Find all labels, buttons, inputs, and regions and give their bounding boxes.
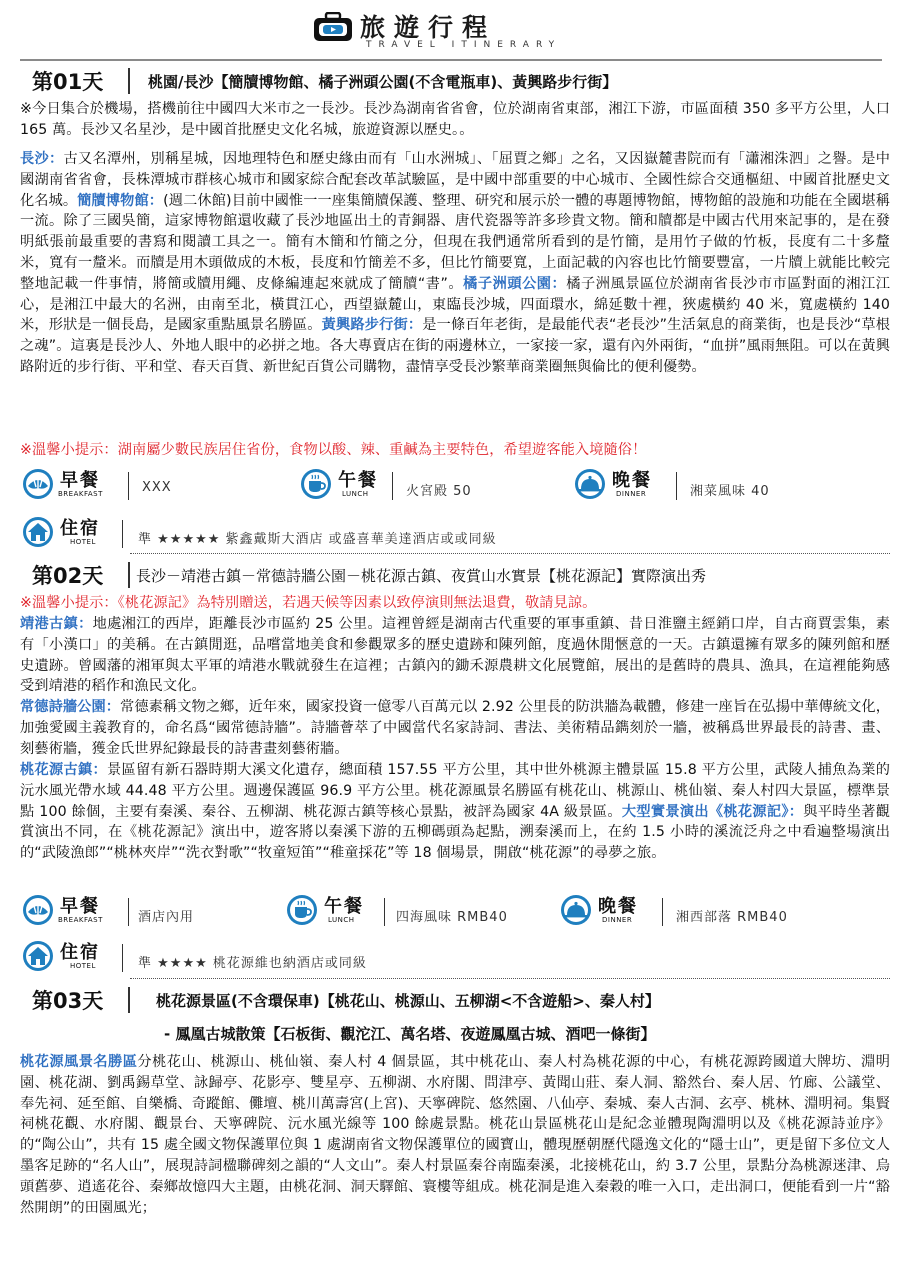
- day-paragraph: [20, 593, 890, 614]
- hotel-row: [22, 514, 882, 554]
- food-cloche-icon: [560, 894, 592, 926]
- page-subtitle: TRAVEL ITINERARY: [366, 40, 562, 50]
- separator: [128, 472, 129, 500]
- highlight-term: 桃花源風景名勝區: [20, 1054, 138, 1070]
- warning-note: ※溫馨小提示：《桃花源記》為特別贈送，若遇天候等因素以致停演則無法退費，敬請見諒。: [20, 595, 597, 611]
- paragraph-text: 與平時坐著觀賞演出不同，在《桃花源記》演出中，遊客將以秦溪下游的五柳碼頭為起點，溯秦溪而上，在約 1.5 小時的溪流泛舟之中看遍整場演出的“武陵漁郎”“桃林夾岸”“洗衣對歌”“牧童短笛”“稚童採花”等 18 個場景，開啟“桃花源”的尋夢之旅。: [20, 803, 891, 862]
- lunch-label-en: LUNCH: [342, 490, 369, 498]
- day-title-bar: [128, 562, 130, 588]
- page-header: [0, 0, 899, 60]
- highlight-term: 橘子洲頭公園：: [463, 275, 567, 292]
- day-paragraph: [20, 760, 890, 864]
- separator: [676, 472, 677, 500]
- page-title: 旅遊行程: [360, 13, 497, 42]
- meal-row: [22, 466, 882, 506]
- breakfast-value: 酒店內用: [138, 910, 195, 925]
- food-cloche-icon: [574, 468, 606, 500]
- day-label: 第01天: [32, 70, 104, 94]
- paragraph-text: 橘子洲風景區位於湖南省長沙市市區對面的湘江江心，是湘江中最大的名洲，由南至北，橫貫江心，西望嶽麓山，東臨長沙城，四面環水，綿延數十裡，狹處橫約 40 米，寬處橫約 140 米，形狀是一個長島，是國家重點風景名勝區。: [20, 275, 891, 334]
- lunch-label: 午餐: [338, 470, 378, 491]
- day-title: 桃花源景區(不含環保車)【桃花山、桃源山、五柳湖<不含遊船>、秦人村】: [156, 992, 660, 1010]
- breakfast-label-en: BREAKFAST: [58, 916, 103, 924]
- hotel-row: [22, 938, 882, 978]
- separator: [128, 898, 129, 926]
- house-icon: [22, 516, 54, 548]
- day-paragraph: [20, 614, 890, 697]
- highlight-term: 黃興路步行街：: [321, 317, 423, 334]
- day-paragraph: [20, 697, 890, 759]
- paragraph-text: 地處湘江的西岸，距離長沙市區約 25 公里。這裡曾經是湖南古代重要的軍事重鎮、昔日淮鹽主經銷口岸，自古商賈雲集，素有「小漢口」的美稱。在古鎮閒逛，品嚐當地美食和參觀眾多的歷史遺跡和陳列館，度過休閒愜意的一天。古鎮還擁有眾多的陳列館和歷史遺跡。曾國藩的湘軍與太平軍的靖港水戰就發生在這裡；古鎮內的鋤禾源農耕文化展覽館，展出的是舊時的農具、漁具，在這裡能夠感受到靖港的稻作和漁民文化。: [20, 616, 890, 695]
- lunch-value: 火宮殿 50: [406, 484, 472, 499]
- breakfast-label: 早餐: [60, 896, 100, 917]
- hotel-label-en: HOTEL: [70, 538, 96, 546]
- highlight-term: 長沙：: [20, 151, 64, 167]
- hotel-label-en: HOTEL: [70, 962, 96, 970]
- hotel-value: 準 ★★★★★ 紫鑫戴斯大酒店 或盛喜華美達酒店或或同級: [138, 532, 497, 547]
- lunch-label: 午餐: [324, 896, 364, 917]
- hotel-value: 準 ★★★★ 桃花源維也納酒店或同級: [138, 956, 367, 971]
- section-divider: [130, 553, 890, 555]
- highlight-term: 大型實景演出《桃花源記》：: [621, 803, 804, 820]
- day-label: 第02天: [32, 564, 104, 588]
- day-paragraph: [20, 440, 890, 461]
- dinner-label-en: DINNER: [616, 490, 647, 498]
- header-rule: [20, 59, 882, 61]
- separator: [384, 898, 385, 926]
- house-icon: [22, 940, 54, 972]
- lunch-label-en: LUNCH: [328, 916, 355, 924]
- paragraph-text: 是一條百年老街，是最能代表“老長沙”生活氣息的商業街，也是長沙“草根之魂”。這裏是長沙人、外地人眼中的必拼之地。各大專賣店在街的兩邊林立，一家接一家，還有內外兩街，“血拼”風雨無阻。可以在黃興路附近的步行街、平和堂、春天百貨、新世紀百貨公司購物，盡情享受長沙繁華商業圈無與倫比的便利優勢。: [20, 317, 891, 375]
- warning-note: ※溫馨小提示：湖南屬少數民族居住省份，食物以酸、辣、重鹹為主要特色，希望遊客能入境隨俗！: [20, 442, 647, 458]
- coffee-cup-icon: [300, 468, 332, 500]
- paragraph-text: 古又名潭州，別稱星城，因地理特色和歷史緣由而有「山水洲城」、「屈賈之鄉」之名，又因嶽麓書院而有「瀟湘洙泗」之譽。是中國湖南省省會，長株潭城市群核心城市和國家綜合配套改革試驗區，是中國中部重要的中心城市、全國性綜合交通樞紐、中國首批歷史文化名城。: [20, 151, 890, 209]
- highlight-term: 常德詩牆公園：: [20, 699, 121, 715]
- hotel-label: 住宿: [60, 518, 100, 539]
- day-title-bar: [128, 68, 130, 94]
- day-title-bar: [128, 987, 130, 1013]
- day-title: 長沙－靖港古鎮－常德詩牆公園－桃花源古鎮、夜賞山水實景【桃花源記】實際演出秀: [136, 567, 707, 585]
- separator: [122, 520, 123, 548]
- coffee-cup-icon: [286, 894, 318, 926]
- breakfast-value: XXX: [142, 480, 172, 495]
- dinner-value: 湘菜風味 40: [690, 484, 770, 499]
- paragraph-text: 常德素稱文物之鄉，近年來，國家投資一億零八百萬元以 2.92 公里長的防洪牆為載體，修建一座旨在弘揚中華傳統文化，加強愛國主義教育的，命名爲“國常德詩牆”。詩牆薈萃了中國當代名家詩詞、書法、美術精品鐫刻於一牆，被稱爲世界最長的詩書、畫、刻藝術牆，獲金氏世界紀錄最長的詩書畫刻藝術牆。: [20, 699, 891, 757]
- dinner-label: 晚餐: [598, 896, 638, 917]
- separator: [392, 472, 393, 500]
- paragraph-text: ※今日集合於機場，搭機前往中國四大米市之一長沙。長沙為湖南省省會，位於湖南省東部，湘江下游，市區面積 350 多平方公里，人口 165 萬。長沙又名星沙，是中國首批歷史文化名城，旅遊資源以歷史。。: [20, 101, 890, 138]
- dinner-label-en: DINNER: [602, 916, 633, 924]
- meal-row: [22, 892, 882, 932]
- suitcase-icon: [313, 12, 353, 42]
- highlight-term: 靖港古鎮：: [20, 616, 93, 632]
- day-label: 第03天: [32, 989, 104, 1013]
- separator: [662, 898, 663, 926]
- hotel-label: 住宿: [60, 942, 100, 963]
- croissant-icon: [22, 468, 54, 500]
- day-paragraph: [20, 99, 890, 141]
- section-divider: [130, 978, 890, 980]
- day-paragraph: [20, 1052, 890, 1218]
- croissant-icon: [22, 894, 54, 926]
- paragraph-text: 景區留有新石器時期大溪文化遺存，總面積 157.55 平方公里，其中世外桃源主體景區 15.8 平方公里，武陵人捕魚為業的沅水風光帶水域 44.48 平方公里。週邊保護區 96.9 平方公里。桃花源風景名勝區有桃花山、桃源山、桃仙嶺、秦人村四大景區，標準景點 100 餘個，主要有秦溪、秦谷、五柳湖、桃花源古鎮等核心景點，被評為國家 4A 級景區。: [20, 762, 891, 820]
- day-paragraph: [20, 149, 890, 378]
- breakfast-label-en: BREAKFAST: [58, 490, 103, 498]
- paragraph-text: (週二休館)目前中國惟一一座集簡牘保護、整理、研究和展示於一體的專題博物館，博物館的設施和功能在全國堪稱一流。除了三國吳簡，這家博物館還收藏了長沙地區出土的青銅器、唐代瓷器等許多珍貴文物。簡和牘都是中國古代用來記事的，是在發明紙張前最重要的書寫和閱讀工具之一。簡有木簡和竹簡之分，但現在我們通常所看到的是竹簡，是用竹子做的竹板，長度有二十多釐米，寬有一釐米。而牘是用木頭做成的木板，長度和竹簡差不多，但比竹簡要寬，上面記載的內容也比竹簡要豐富，一片牘上就能比較完整地記載一件事情，將簡或牘用繩、皮條編連起來就成了簡牘“書”。: [20, 192, 890, 292]
- dinner-label: 晚餐: [612, 470, 652, 491]
- day-title: 桃園/長沙【簡牘博物館、橘子洲頭公園(不含電瓶車)、黃興路步行街】: [148, 73, 618, 91]
- highlight-term: 簡牘博物館：: [77, 192, 164, 209]
- lunch-value: 四海風味 RMB40: [396, 910, 508, 925]
- separator: [122, 944, 123, 972]
- paragraph-text: 分桃花山、桃源山、桃仙嶺、秦人村 4 個景區，其中桃花山、秦人村為桃花源的中心，有桃花源跨國道大牌坊、淵明園、桃花湖、劉禹錫草堂、詠歸亭、花影亭、雙星亭、五柳湖、水府閣、問津亭、黃聞山莊、秦人洞、豁然台、秦人居、竹廊、公議堂、奉先祠、延至館、自樂橋、奇蹤館、儺壇、桃川萬壽宮(上宮)、天寧碑院、悠然園、八仙亭、秦城、秦人古洞、玄亭、桃林、淵明祠。集賢祠桃花觀、水府閣、觀景台、天寧碑院、沅水風光線等 100 餘處景點。桃花山景區桃花山是紀念並體現陶淵明以及《桃花源詩並序》的“陶公山”，共有 15 處全國文物保護單位與 1 處湖南省文物保護單位的國寶山，體現歷朝歷代隱逸文化的“隱士山”，更是留下多位文人墨客足跡的“名人山”，展現詩詞楹聯碑刻之韻的“人文山”。秦人村景區秦谷南臨秦溪，北接桃花山，約 3.7 公里，景點分為桃源迷津、烏頭舊夢、逍遙花谷、秦鄉故憶四大主題，由桃花洞、洞天驛館、寰樓等組成。桃花洞是進入秦穀的唯一入口，走出洞口，便能看到一片“豁然開朗”的田園風光；: [20, 1054, 890, 1216]
- highlight-term: 桃花源古鎮：: [20, 762, 108, 778]
- day-title-line2: - 鳳凰古城散策【石板街、觀沱江、萬名塔、夜遊鳳凰古城、酒吧一條街】: [164, 1025, 656, 1043]
- breakfast-label: 早餐: [60, 470, 100, 491]
- dinner-value: 湘西部落 RMB40: [676, 910, 788, 925]
